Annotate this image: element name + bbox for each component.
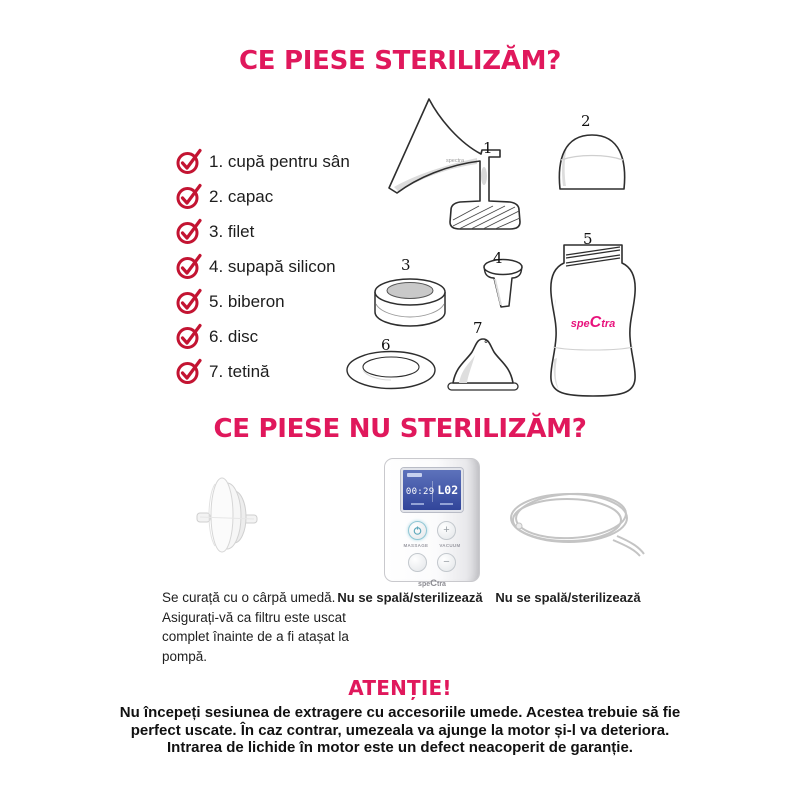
checklist-item-label: 2. capac <box>209 187 274 206</box>
teat-illustration <box>444 330 522 394</box>
checkmark-icon <box>176 359 202 385</box>
checklist-item-label: 6. disc <box>209 327 259 346</box>
checkmark-icon <box>176 324 202 350</box>
checkmark-icon <box>176 184 202 210</box>
plus-button: + <box>437 521 456 540</box>
checkmark-icon <box>176 289 202 315</box>
mode-button <box>408 553 427 572</box>
part-number-6: 6 <box>381 336 391 354</box>
breast-shield-illustration <box>383 94 528 236</box>
massage-label: MASSAGE <box>403 543 429 548</box>
lcd-timer-value: 00:29 <box>405 487 435 497</box>
vacuum-label: VACUUM <box>439 543 461 548</box>
checklist-item <box>176 324 350 350</box>
minus-button: − <box>437 553 456 572</box>
checklist-item <box>176 184 350 210</box>
checkmark-icon <box>176 254 202 280</box>
part-number-3: 3 <box>401 256 411 274</box>
checklist-item <box>176 149 350 175</box>
checklist-item <box>176 219 350 245</box>
checkmark-icon <box>176 149 202 175</box>
cap-illustration <box>553 126 631 194</box>
part-number-4: 4 <box>493 249 503 267</box>
no-sterilize-title: CE PIESE NU STERILIZĂM? <box>213 414 587 444</box>
disc-illustration <box>344 346 438 392</box>
checkmark-icon <box>176 219 202 245</box>
warning-text: Nu începeți sesiunea de extragere cu accesoriile umede. Acestea trebuie să fie perfect uscate. În caz contrar, umezeala va ajunge la motor și-l va deteriora. Intrarea de lichide în motor este un defect neacoperit de garanție. <box>119 704 681 757</box>
part-number-7: 7 <box>473 319 483 337</box>
checklist-item-label: 3. filet <box>209 222 255 241</box>
valve-illustration <box>481 257 525 317</box>
sterilize-checklist <box>176 149 350 394</box>
pump-brand-logo: speCtra <box>418 578 446 589</box>
filter-caption: Se curață cu o cârpă umedă. Asigurați-vă ca filtru este uscat complet înainte de a fi atașat la pompă. <box>162 590 349 664</box>
lcd-mode-indicator <box>407 473 422 477</box>
pump-motor-illustration <box>384 458 480 589</box>
checklist-item <box>176 289 350 315</box>
lcd-level-value: L02 <box>437 483 459 497</box>
thread-ring-illustration <box>372 272 448 334</box>
checklist-item <box>176 254 350 280</box>
checklist-item-label: 4. supapă silicon <box>209 257 336 276</box>
tubing-illustration <box>505 488 645 560</box>
part-number-1: 1 <box>483 139 493 157</box>
pump-lcd-screen <box>401 468 463 512</box>
checklist-item <box>176 359 350 385</box>
lcd-timer-label-bar <box>411 503 424 506</box>
checklist-item-label: 1. cupă pentru sân <box>209 152 350 171</box>
bottle-illustration <box>545 241 641 399</box>
tubing-caption: Nu se spală/sterilizează <box>495 590 641 605</box>
checklist-item-label: 5. biberon <box>209 292 285 311</box>
part-number-2: 2 <box>581 112 591 130</box>
checklist-item-label: 7. tetină <box>209 362 270 381</box>
part-number-5: 5 <box>583 230 593 248</box>
backflow-filter-illustration <box>196 476 258 554</box>
pump-caption: Nu se spală/sterilizează <box>337 590 483 605</box>
attention-title: ATENȚIE! <box>348 676 452 700</box>
lcd-vacuum-label-bar <box>440 503 453 506</box>
bottle-brand-logo: speCtra <box>570 314 616 331</box>
sterilize-title: CE PIESE STERILIZĂM? <box>238 46 561 76</box>
power-button-icon <box>408 521 427 540</box>
shield-brand-label: spectra <box>445 158 465 164</box>
